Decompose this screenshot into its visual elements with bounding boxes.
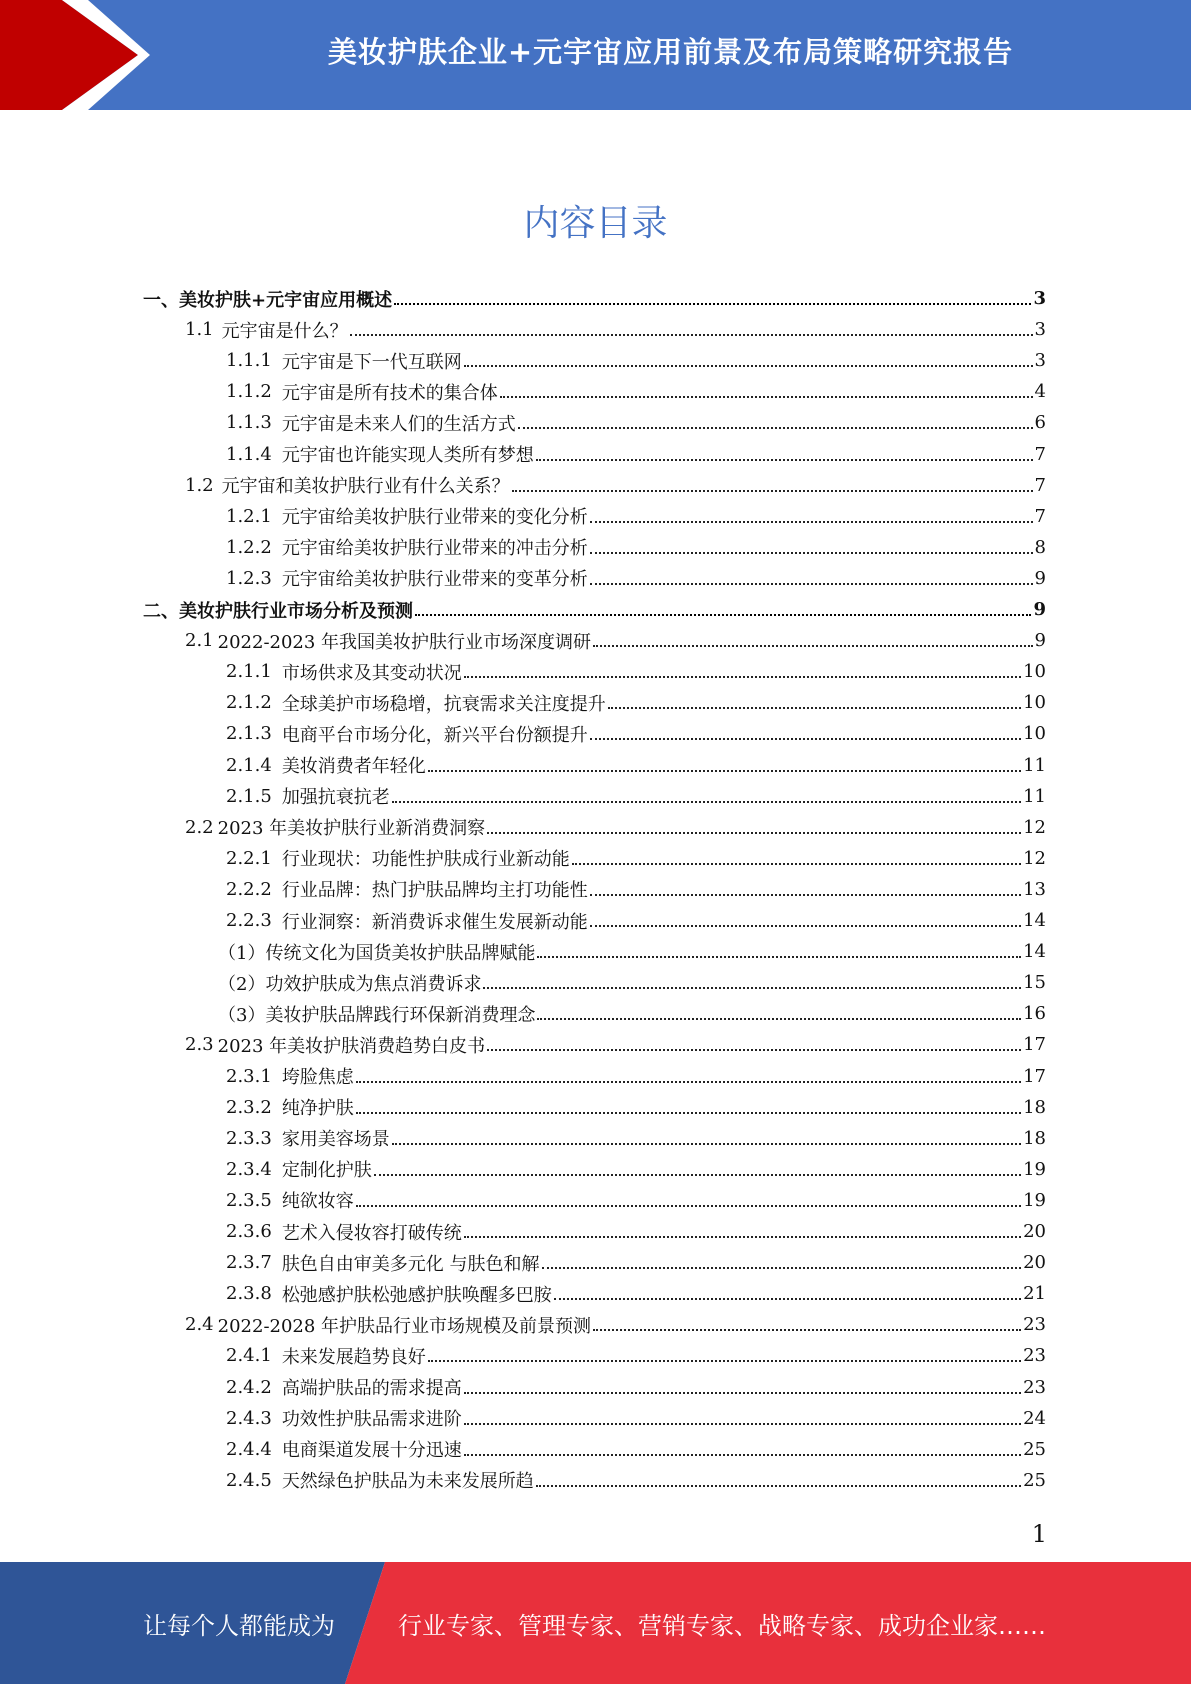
toc-entry[interactable] <box>218 998 1046 1029</box>
toc-entry-number: 2.2.2 <box>226 878 272 900</box>
toc-entry-page: 23 <box>1023 1314 1046 1336</box>
toc-entry-title: 未来发展趋势良好 <box>281 1346 426 1368</box>
toc-entry-page: 12 <box>1023 816 1046 838</box>
toc-dot-leader <box>464 364 1033 367</box>
toc-dot-leader <box>464 1235 1021 1238</box>
toc-entry[interactable] <box>185 625 1046 656</box>
toc-entry-page: 23 <box>1023 1345 1046 1367</box>
toc-entry-page: 9 <box>1033 599 1046 620</box>
toc-entry-page: 25 <box>1023 1438 1046 1460</box>
toc-dot-leader <box>590 893 1021 896</box>
toc-entry[interactable] <box>226 1247 1046 1278</box>
toc-entry-number: 2.4.3 <box>226 1407 272 1429</box>
toc-entry[interactable] <box>226 905 1046 936</box>
toc-dot-leader <box>536 1484 1021 1487</box>
toc-entry[interactable] <box>226 532 1046 563</box>
toc-entry-page: 10 <box>1023 661 1046 683</box>
toc-entry-title: 电商渠道发展十分迅速 <box>281 1440 462 1462</box>
toc-entry[interactable] <box>226 1465 1046 1496</box>
toc-entry-title: 元宇宙和美妆护肤行业有什么关系？ <box>221 476 510 498</box>
toc-entry-title: 加强抗衰抗老 <box>281 787 390 809</box>
toc-entry-title: 高端护肤品的需求提高 <box>281 1378 462 1399</box>
toc-entry-number: 2.4.5 <box>226 1469 272 1491</box>
toc-dot-leader <box>392 1142 1021 1145</box>
toc-dot-leader <box>356 1111 1021 1114</box>
toc-entry[interactable] <box>143 283 1046 314</box>
toc-dot-leader <box>356 1080 1021 1083</box>
toc-dot-leader <box>536 458 1033 461</box>
toc-entry[interactable] <box>185 1309 1046 1340</box>
toc-entry[interactable] <box>143 594 1046 625</box>
toc-entry[interactable] <box>226 750 1046 781</box>
toc-entry-number: 1.2.2 <box>226 536 272 558</box>
toc-entry-title: 元宇宙给美妆护肤行业带来的变化分析 <box>281 507 588 529</box>
toc-entry-title: 功效护肤成为焦点消费诉求 <box>265 973 482 995</box>
toc-entry[interactable] <box>218 967 1046 998</box>
toc-dot-leader <box>542 1266 1022 1269</box>
toc-entry-page: 12 <box>1023 847 1046 869</box>
toc-entry[interactable] <box>226 687 1046 718</box>
toc-entry-page: 20 <box>1023 1221 1046 1242</box>
toc-dot-leader <box>512 489 1033 492</box>
toc-entry-title: 行业现状：功能性护肤成行业新动能 <box>281 849 570 871</box>
toc-dot-leader <box>428 769 1021 772</box>
toc-entry-page: 20 <box>1023 1252 1046 1274</box>
toc-entry-title: 元宇宙是未来人们的生活方式 <box>281 413 516 435</box>
toc-entry-number: 2.1.3 <box>226 723 272 745</box>
toc-entry-page: 10 <box>1023 692 1046 714</box>
toc-dot-leader <box>593 1328 1021 1331</box>
footer-banner <box>0 1562 1191 1684</box>
footer-slogan-right: 行业专家、管理专家、营销专家、战略专家、成功企业家…… <box>398 1611 1046 1640</box>
toc-entry-title: 2022-2023 年我国美妆护肤行业市场深度调研 <box>217 631 592 653</box>
toc-entry-title: 元宇宙是下一代互联网 <box>281 351 462 373</box>
toc-entry-page: 7 <box>1034 474 1046 496</box>
toc-entry-title: 松弛感护肤松弛感护肤唤醒多巴胺 <box>281 1284 552 1306</box>
toc-entry-title: 元宇宙给美妆护肤行业带来的冲击分析 <box>281 538 588 560</box>
toc-entry-number: 1.1.3 <box>226 412 272 434</box>
toc-entry[interactable] <box>226 1092 1046 1123</box>
toc-entry[interactable] <box>226 407 1046 438</box>
toc-dot-leader <box>590 924 1021 927</box>
toc-entry-number: 2.4.2 <box>226 1376 272 1398</box>
toc-entry-page: 24 <box>1023 1407 1046 1429</box>
toc-dot-leader <box>350 333 1033 336</box>
toc-entry-title: 纯净护肤 <box>281 1098 354 1120</box>
toc-entry-number: 2.3.7 <box>226 1252 272 1274</box>
toc-entry-title: 垮脸焦虑 <box>281 1067 354 1088</box>
toc-entry[interactable] <box>185 1029 1046 1060</box>
toc-entry-title: 肤色自由审美多元化 与肤色和解 <box>281 1253 540 1275</box>
toc-entry[interactable] <box>226 843 1046 874</box>
toc-entry-title: 功效性护肤品需求进阶 <box>281 1409 462 1431</box>
toc-dot-leader <box>518 426 1033 429</box>
toc-entry[interactable] <box>226 1278 1046 1309</box>
toc-entry-page: 18 <box>1023 1127 1046 1149</box>
toc-entry-title: 元宇宙也许能实现人类所有梦想 <box>281 445 534 466</box>
toc-entry-title: 全球美护市场稳增，抗衰需求关注度提升 <box>281 693 606 715</box>
toc-entry[interactable] <box>226 656 1046 687</box>
toc-entry-title: 家用美容场景 <box>281 1129 390 1151</box>
toc-entry-page: 3 <box>1034 350 1046 372</box>
toc-entry-number: 2.3.4 <box>226 1158 272 1180</box>
header-banner <box>0 0 1191 110</box>
toc-entry-number: 二、 <box>143 600 179 622</box>
toc-entry-title: 定制化护肤 <box>281 1160 372 1182</box>
toc-entry-page: 10 <box>1023 723 1046 745</box>
toc-dot-leader <box>356 1204 1021 1207</box>
toc-entry-page: 11 <box>1023 785 1046 807</box>
toc-entry-page: 3 <box>1034 319 1046 341</box>
toc-entry-number: 2.3.2 <box>226 1096 272 1118</box>
toc-entry-number: 1.2.1 <box>226 505 272 527</box>
toc-entry[interactable] <box>226 1403 1046 1434</box>
toc-entry-number: 1.2 <box>185 474 214 496</box>
toc-entry-number: 2.4 <box>185 1314 214 1336</box>
toc-entry-number: 2.3 <box>185 1034 214 1056</box>
toc-dot-leader <box>464 1422 1021 1425</box>
toc-entry[interactable] <box>226 718 1046 749</box>
toc-dot-leader <box>500 395 1033 398</box>
page-number: 1 <box>1031 1520 1047 1548</box>
toc-entry-page: 14 <box>1023 910 1046 931</box>
toc-entry-title: 电商平台市场分化，新兴平台份额提升 <box>281 724 588 746</box>
toc-dot-leader <box>487 831 1021 834</box>
toc-entry-title: 艺术入侵妆容打破传统 <box>281 1222 462 1244</box>
footer-slogan-left: 让每个人都能成为 <box>143 1611 335 1640</box>
toc-entry-number: 2.1.5 <box>226 785 272 807</box>
toc-entry-title: 2022-2028 年护肤品行业市场规模及前景预测 <box>217 1315 592 1337</box>
toc-entry-number: 2.1.2 <box>226 692 272 714</box>
toc-entry-number: 2.2.3 <box>226 910 272 931</box>
toc-entry[interactable] <box>218 936 1046 967</box>
toc-entry-number: 2.2.1 <box>226 847 272 869</box>
toc-entry-number: （2） <box>218 973 266 995</box>
toc-entry-page: 14 <box>1023 941 1046 963</box>
toc-dot-leader <box>608 706 1021 709</box>
toc-entry[interactable] <box>226 1372 1046 1403</box>
toc-entry-number: 1.1.4 <box>226 443 272 465</box>
toc-entry-number: （3） <box>218 1004 266 1026</box>
toc-entry-page: 7 <box>1034 443 1046 465</box>
toc-entry-number: 2.3.1 <box>226 1065 272 1087</box>
toc-entry[interactable] <box>226 1154 1046 1185</box>
toc-entry[interactable] <box>226 439 1046 470</box>
toc-entry-number: 1.2.3 <box>226 567 272 589</box>
toc-entry-page: 7 <box>1034 505 1046 527</box>
toc-dot-leader <box>487 1048 1021 1051</box>
toc-dot-leader <box>394 302 1031 305</box>
toc-dot-leader <box>554 1297 1021 1300</box>
toc-dot-leader <box>483 986 1021 989</box>
toc-entry-title: 行业品牌：热门护肤品牌均主打功能性 <box>281 880 588 902</box>
toc-dot-leader <box>415 613 1031 616</box>
toc-entry-number: 2.1.4 <box>226 754 272 776</box>
toc-entry-title: 行业洞察：新消费诉求催生发展新动能 <box>281 911 588 933</box>
toc-entry-title: 元宇宙是所有技术的集合体 <box>281 382 498 404</box>
toc-entry-page: 16 <box>1023 1003 1046 1025</box>
toc-dot-leader <box>374 1173 1021 1176</box>
report-title: 美妆护肤企业+元宇宙应用前景及布局策略研究报告 <box>327 34 1014 69</box>
toc-entry[interactable] <box>226 1340 1046 1371</box>
toc-entry-page: 19 <box>1023 1158 1046 1180</box>
toc-entry[interactable] <box>226 1216 1046 1247</box>
toc-entry-title: 美妆护肤行业市场分析及预测 <box>179 600 413 622</box>
toc-entry-title: 纯欲妆容 <box>281 1191 354 1213</box>
toc-dot-leader <box>590 551 1033 554</box>
toc-entry-page: 18 <box>1023 1096 1046 1118</box>
toc-entry-page: 13 <box>1023 878 1046 900</box>
toc-dot-leader <box>392 800 1021 803</box>
toc-entry-page: 23 <box>1023 1376 1046 1398</box>
toc-entry-number: 1.1.2 <box>226 381 272 403</box>
toc-dot-leader <box>590 520 1033 523</box>
toc-entry-title: 市场供求及其变动状况 <box>281 662 462 684</box>
toc-dot-leader <box>464 1453 1021 1456</box>
toc-entry-number: 2.4.1 <box>226 1345 272 1367</box>
toc-entry[interactable] <box>226 1061 1046 1092</box>
toc-entry-title: 2023 年美妆护肤消费趋势白皮书 <box>217 1035 486 1057</box>
toc-entry-page: 9 <box>1034 630 1046 652</box>
toc-entry-title: 美妆护肤品牌践行环保新消费理念 <box>265 1004 536 1026</box>
toc-entry-number: 1.1.1 <box>226 350 272 372</box>
toc-entry-number: 2.3.8 <box>226 1283 272 1305</box>
toc-entry-page: 21 <box>1023 1283 1046 1305</box>
toc-entry[interactable] <box>226 501 1046 532</box>
toc-entry-number: 2.3.3 <box>226 1127 272 1149</box>
toc-entry-page: 25 <box>1023 1469 1046 1491</box>
toc-dot-leader <box>464 1391 1021 1394</box>
toc-entry-number: 一、 <box>143 289 179 311</box>
toc-dot-leader <box>590 737 1021 740</box>
toc-entry-title: 美妆护肤+元宇宙应用概述 <box>179 289 393 311</box>
toc-entry[interactable] <box>226 1434 1046 1465</box>
toc-entry-page: 8 <box>1034 536 1046 558</box>
toc-entry-page: 6 <box>1034 412 1046 434</box>
toc-dot-leader <box>537 1017 1021 1020</box>
toc-entry[interactable] <box>185 812 1046 843</box>
toc-entry-page: 15 <box>1023 972 1046 994</box>
toc-entry-number: 2.1 <box>185 630 214 652</box>
toc-dot-leader <box>572 862 1021 865</box>
toc-entry[interactable] <box>185 314 1046 345</box>
toc-entry-title: 2023 年美妆护肤行业新消费洞察 <box>217 818 486 840</box>
toc-entry[interactable] <box>226 1185 1046 1216</box>
toc-entry-number: 2.4.4 <box>226 1438 272 1460</box>
toc-entry-page: 11 <box>1023 754 1046 776</box>
toc-entry-title: 元宇宙是什么？ <box>221 320 348 342</box>
toc-entry-page: 19 <box>1023 1189 1046 1211</box>
toc-entry-title: 传统文化为国货美妆护肤品牌赋能 <box>265 942 536 964</box>
toc-entry-title: 天然绿色护肤品为未来发展所趋 <box>281 1471 534 1493</box>
toc-entry-number: 1.1 <box>185 319 214 341</box>
toc-dot-leader <box>593 644 1032 647</box>
toc-entry-number: 2.3.6 <box>226 1221 272 1242</box>
toc-entry-page: 9 <box>1034 567 1046 589</box>
toc-entry[interactable] <box>226 874 1046 905</box>
toc-entry-title: 元宇宙给美妆护肤行业带来的变革分析 <box>281 569 588 591</box>
toc-entry-number: 2.2 <box>185 816 214 838</box>
toc-dot-leader <box>464 675 1021 678</box>
toc-entry-number: 2.3.5 <box>226 1189 272 1211</box>
toc-dot-leader <box>537 955 1021 958</box>
toc-entry-page: 17 <box>1023 1034 1046 1056</box>
toc-dot-leader <box>590 582 1033 585</box>
toc-entry[interactable] <box>226 781 1046 812</box>
toc-entry[interactable] <box>185 470 1046 501</box>
toc-entry-page: 4 <box>1034 381 1046 403</box>
toc-entry[interactable] <box>226 376 1046 407</box>
toc-entry-page: 3 <box>1033 288 1046 309</box>
toc-entry-page: 17 <box>1023 1065 1046 1087</box>
toc-entry-number: （1） <box>218 942 266 964</box>
toc-heading: 内容目录 <box>523 203 668 244</box>
toc-dot-leader <box>428 1359 1021 1362</box>
toc-entry-number: 2.1.1 <box>226 661 272 683</box>
toc-entry-title: 美妆消费者年轻化 <box>281 756 426 777</box>
toc-entry[interactable] <box>226 1123 1046 1154</box>
toc-entry[interactable] <box>226 563 1046 594</box>
toc-entry[interactable] <box>226 345 1046 376</box>
